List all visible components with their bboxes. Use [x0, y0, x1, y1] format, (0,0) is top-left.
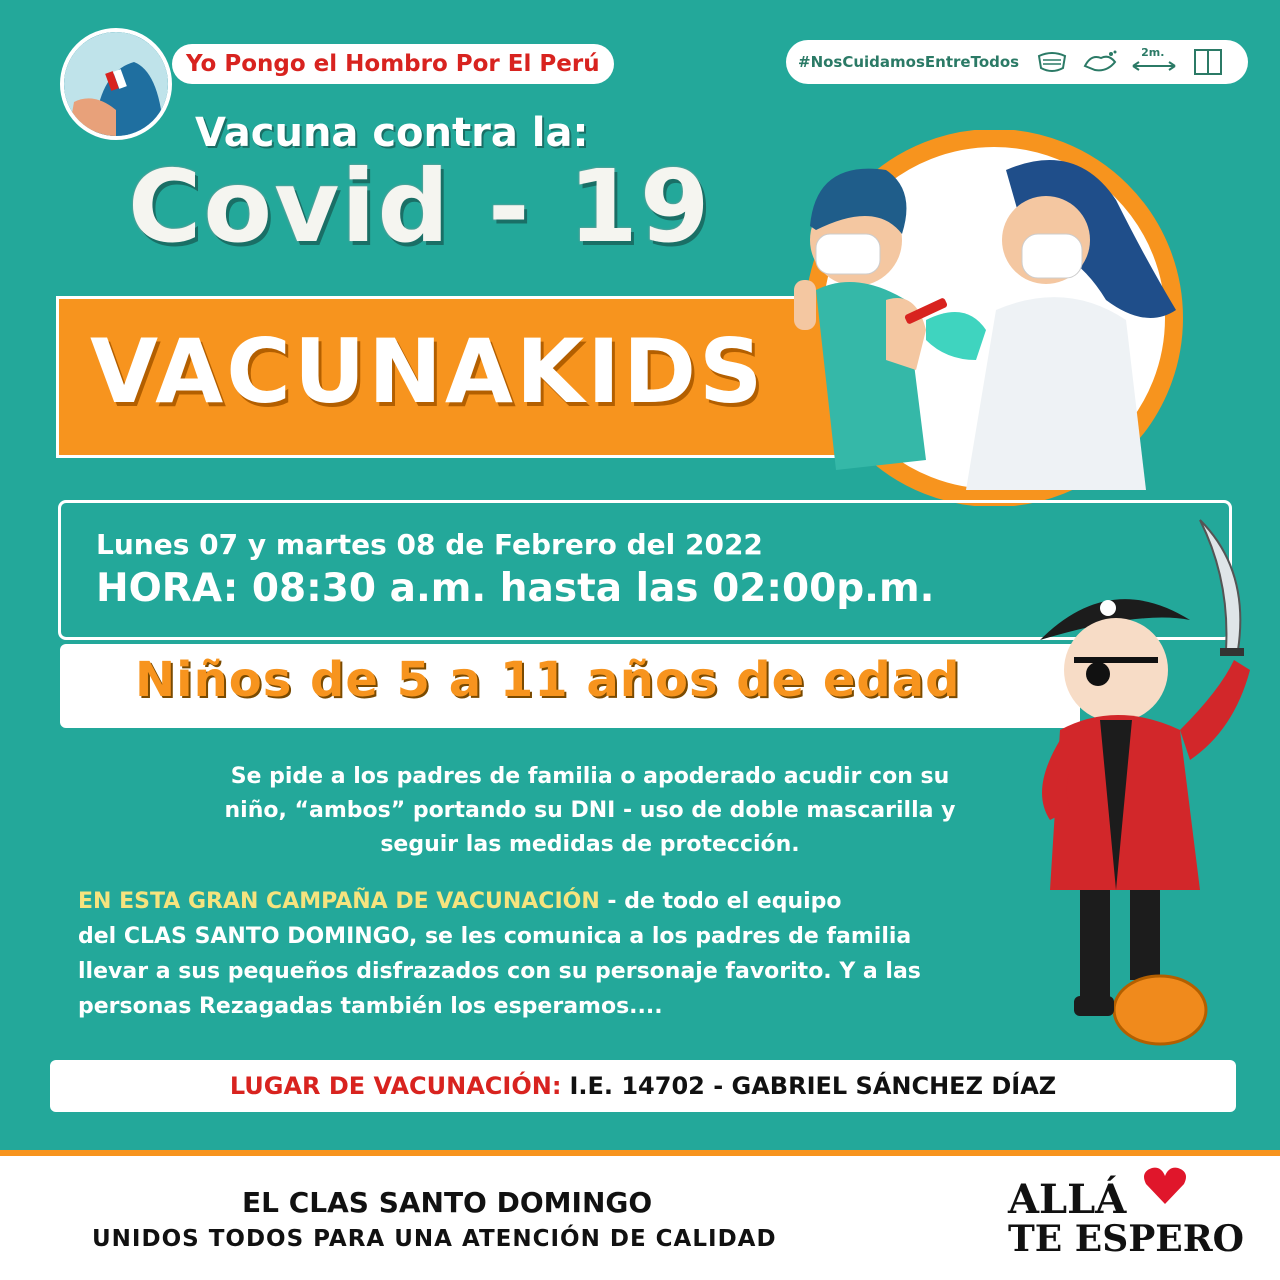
parents-instructions — [160, 760, 1020, 862]
vaccine-subtitle: Vacuna contra la: — [195, 110, 589, 156]
window-icon — [1189, 48, 1227, 76]
schedule-dates: Lunes 07 y martes 08 de Febrero del 2022 — [96, 528, 763, 561]
prevention-icons — [1033, 48, 1227, 76]
schedule-hours: HORA: 08:30 a.m. hasta las 02:00p.m. — [96, 566, 935, 611]
parents-line: niño, “ambos” portando su DNI - uso de doble mascarilla y — [224, 798, 956, 823]
distance-icon — [1129, 48, 1179, 76]
hand-wash-icon — [1081, 48, 1119, 76]
campaign-highlight: EN ESTA GRAN CAMPAÑA DE VACUNACIÓN — [78, 889, 600, 914]
parents-line: seguir las medidas de protección. — [380, 832, 800, 857]
pirate-kid-illustration — [1020, 510, 1275, 1050]
alla-te-espero-logo — [1008, 1176, 1244, 1260]
campaign-line: llevar a sus pequeños disfrazados con su personaje favorito. Y a las — [78, 959, 921, 984]
hashtag-badge — [786, 40, 1248, 84]
campaign-message — [78, 884, 1068, 1024]
footer-title: EL CLAS SANTO DOMINGO — [242, 1186, 653, 1219]
location-label: LUGAR DE VACUNACIÓN: — [229, 1072, 562, 1100]
footer-subtitle: UNIDOS TODOS PARA UNA ATENCIÓN DE CALIDAD — [92, 1226, 777, 1252]
distance-label: 2m. — [1141, 46, 1165, 59]
slogan-text: Yo Pongo el Hombro Por El Perú — [186, 51, 600, 77]
campaign-line: personas Rezagadas también los esperamos.... — [78, 994, 663, 1019]
location-value: I.E. 14702 - GABRIEL SÁNCHEZ DÍAZ — [569, 1072, 1057, 1100]
campaign-line: del CLAS SANTO DOMINGO, se les comunica a los padres de familia — [78, 924, 912, 949]
location-box — [50, 1060, 1236, 1112]
shoulder-logo-icon — [60, 28, 172, 140]
alla-line2: TE ESPERO — [1008, 1218, 1244, 1260]
mask-icon — [1033, 48, 1071, 76]
covid-title: Covid - 19 — [128, 148, 712, 265]
parents-line: Se pide a los padres de familia o apoderado acudir con su — [230, 764, 950, 789]
audience-text: Niños de 5 a 11 años de edad — [135, 652, 961, 708]
nurse-vaccinating-child-illustration — [776, 130, 1212, 506]
campaign-name: VACUNAKIDS — [90, 320, 766, 423]
alla-line1: ALLÁ — [1008, 1176, 1127, 1223]
campaign-line: - de todo el equipo — [599, 889, 842, 914]
slogan-badge — [172, 44, 614, 84]
heart-icon — [1142, 1166, 1188, 1206]
hashtag-text: #NosCuidamosEntreTodos — [798, 53, 1020, 71]
